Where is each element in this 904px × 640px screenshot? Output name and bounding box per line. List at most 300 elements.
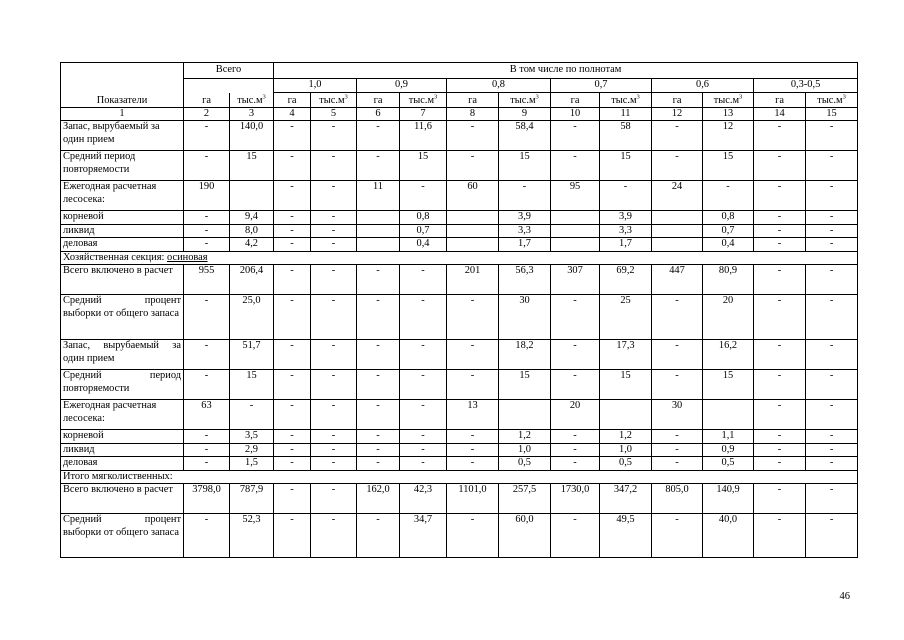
cell-value: - bbox=[470, 121, 475, 133]
cell-value: - bbox=[421, 430, 425, 442]
table-cell bbox=[551, 224, 600, 237]
table-cell bbox=[703, 121, 754, 151]
table-cell bbox=[400, 370, 447, 400]
table-cell bbox=[184, 265, 230, 295]
cell-value: - bbox=[777, 400, 782, 412]
cell-value: - bbox=[421, 457, 425, 469]
row-label: Ежегодная расчетная лесосека: bbox=[61, 400, 184, 430]
table-cell bbox=[551, 238, 600, 251]
cell-value: - bbox=[573, 443, 577, 455]
cell-value: - bbox=[331, 121, 336, 133]
cell-value: - bbox=[376, 457, 380, 469]
unit-ha: га bbox=[357, 93, 400, 108]
table-cell bbox=[447, 181, 499, 211]
table-cell bbox=[447, 151, 499, 181]
table-cell bbox=[652, 121, 703, 151]
cell-value: 447 bbox=[669, 265, 685, 277]
table-cell bbox=[447, 121, 499, 151]
cell-value: - bbox=[829, 295, 834, 307]
table-cell bbox=[600, 430, 652, 443]
cell-value: 20 bbox=[569, 400, 581, 412]
table-cell bbox=[703, 400, 754, 430]
cell-value: - bbox=[331, 400, 336, 412]
table-cell bbox=[652, 457, 703, 470]
cell-value: 58 bbox=[620, 121, 631, 133]
cell-value: - bbox=[290, 400, 294, 412]
table-cell bbox=[357, 514, 400, 558]
unit-ha: га bbox=[274, 93, 311, 108]
row-label: Всего включено в расчет bbox=[61, 484, 184, 514]
table-cell bbox=[184, 443, 230, 456]
table-cell bbox=[652, 514, 703, 558]
cell-value: - bbox=[204, 151, 209, 163]
cell-value: - bbox=[421, 295, 425, 307]
table-cell bbox=[551, 181, 600, 211]
table-cell bbox=[274, 211, 311, 224]
table-cell bbox=[184, 340, 230, 370]
table-cell bbox=[447, 484, 499, 514]
cell-value: - bbox=[204, 295, 209, 307]
cell-value: - bbox=[290, 295, 294, 307]
table-cell bbox=[400, 340, 447, 370]
table-cell bbox=[703, 224, 754, 237]
cell-value: - bbox=[777, 370, 782, 382]
density-header: 0,7 bbox=[551, 79, 652, 93]
cell-value: - bbox=[204, 224, 209, 236]
cell-value: 15 bbox=[519, 370, 530, 382]
cell-value: 1,1 bbox=[721, 430, 735, 442]
table-cell bbox=[652, 400, 703, 430]
table-cell bbox=[754, 430, 806, 443]
table-cell bbox=[184, 295, 230, 340]
cell-value: 8,0 bbox=[245, 224, 258, 236]
table-cell bbox=[806, 181, 858, 211]
cell-value: 1730,0 bbox=[560, 484, 590, 496]
table-cell bbox=[357, 340, 400, 370]
cell-value: 347,2 bbox=[613, 484, 638, 496]
section-label: Итого мягколиственных: bbox=[63, 470, 173, 482]
table-cell bbox=[311, 340, 357, 370]
cell-value: - bbox=[777, 121, 782, 133]
column-number: 15 bbox=[806, 108, 858, 121]
cell-value: 3,9 bbox=[619, 211, 633, 223]
unit-thousand-m3 bbox=[600, 93, 652, 108]
table-cell bbox=[754, 211, 806, 224]
cell-value: - bbox=[204, 514, 209, 526]
table-cell bbox=[652, 151, 703, 181]
column-number: 2 bbox=[184, 108, 230, 121]
table-cell bbox=[447, 295, 499, 340]
table-cell bbox=[806, 295, 858, 340]
cell-value: 15 bbox=[722, 370, 734, 382]
table-cell bbox=[447, 443, 499, 456]
cell-value: - bbox=[777, 457, 782, 469]
table-cell bbox=[652, 443, 703, 456]
cell-value: - bbox=[829, 457, 834, 469]
table-cell bbox=[230, 430, 274, 443]
column-number: 8 bbox=[447, 108, 499, 121]
cell-value: 16,2 bbox=[718, 340, 738, 352]
table-cell bbox=[274, 151, 311, 181]
unit-text: тыс.м bbox=[237, 94, 263, 106]
density-header: 0,6 bbox=[652, 79, 754, 93]
table-cell bbox=[499, 484, 551, 514]
table-cell bbox=[703, 265, 754, 295]
table-cell bbox=[274, 265, 311, 295]
cell-value: 307 bbox=[567, 265, 583, 277]
column-number: 5 bbox=[311, 108, 357, 121]
unit-superscript: 3 bbox=[434, 93, 438, 101]
cell-value: - bbox=[331, 443, 336, 455]
cell-value: 11 bbox=[373, 181, 384, 193]
cell-value: - bbox=[331, 265, 336, 277]
table-cell bbox=[357, 238, 400, 251]
unit-text: тыс.м bbox=[408, 94, 435, 106]
table-cell bbox=[357, 224, 400, 237]
table-cell bbox=[230, 484, 274, 514]
table-cell bbox=[806, 265, 858, 295]
cell-value: - bbox=[331, 224, 336, 236]
table-cell bbox=[274, 340, 311, 370]
cell-value: 1,2 bbox=[518, 430, 532, 442]
row-label: Средний процент выборки от общего запаса bbox=[61, 514, 184, 558]
table-cell bbox=[400, 238, 447, 251]
cell-value: - bbox=[290, 443, 294, 455]
cell-value: - bbox=[675, 370, 679, 382]
cell-value: 1,2 bbox=[619, 430, 633, 442]
cell-value: - bbox=[829, 443, 834, 455]
table-cell bbox=[274, 224, 311, 237]
cell-value: 30 bbox=[519, 295, 530, 307]
table-cell bbox=[652, 484, 703, 514]
cell-value: - bbox=[777, 238, 782, 250]
cell-value: 52,3 bbox=[242, 514, 261, 526]
cell-value: 206,4 bbox=[239, 265, 264, 277]
cell-value: - bbox=[331, 484, 336, 496]
cell-value: - bbox=[290, 340, 294, 352]
cell-value: - bbox=[829, 370, 834, 382]
table-cell bbox=[551, 370, 600, 400]
table-cell bbox=[652, 370, 703, 400]
table-cell bbox=[754, 265, 806, 295]
table-cell bbox=[703, 430, 754, 443]
table-cell bbox=[652, 295, 703, 340]
unit-text: тыс.м bbox=[713, 94, 740, 106]
table-cell bbox=[184, 238, 230, 251]
column-number: 9 bbox=[499, 108, 551, 121]
table-cell bbox=[400, 443, 447, 456]
table-cell bbox=[400, 484, 447, 514]
table-cell bbox=[230, 295, 274, 340]
density-header: 0,3-0,5 bbox=[754, 79, 858, 93]
table-cell bbox=[806, 514, 858, 558]
cell-value: - bbox=[204, 370, 209, 382]
total-header: Всего bbox=[184, 63, 274, 79]
column-number: 7 bbox=[400, 108, 447, 121]
cell-value: - bbox=[470, 370, 475, 382]
table-cell bbox=[274, 121, 311, 151]
table-cell bbox=[230, 457, 274, 470]
cell-value: 0,5 bbox=[518, 457, 532, 469]
cell-value: 140,0 bbox=[239, 121, 264, 133]
table-cell bbox=[652, 340, 703, 370]
cell-value: - bbox=[470, 151, 475, 163]
unit-thousand-m3 bbox=[499, 93, 551, 108]
table-cell bbox=[184, 400, 230, 430]
cell-value: 58,4 bbox=[515, 121, 534, 133]
table-cell bbox=[311, 457, 357, 470]
cell-value: 4,2 bbox=[245, 238, 258, 250]
table-cell bbox=[600, 370, 652, 400]
table-cell bbox=[357, 484, 400, 514]
cell-value: 11,6 bbox=[414, 121, 432, 133]
table-cell bbox=[311, 211, 357, 224]
table-cell bbox=[551, 211, 600, 224]
table-cell bbox=[652, 224, 703, 237]
unit-thousand-m3 bbox=[806, 93, 858, 108]
cell-value: - bbox=[829, 151, 834, 163]
table-cell bbox=[499, 151, 551, 181]
cell-value: - bbox=[249, 400, 254, 412]
table-cell bbox=[357, 370, 400, 400]
table-cell bbox=[600, 443, 652, 456]
section-label: Хозяйственная секция: bbox=[63, 251, 165, 263]
cell-value: 25,0 bbox=[242, 295, 261, 307]
cell-value: - bbox=[777, 181, 782, 193]
cell-value: - bbox=[376, 370, 380, 382]
table-cell bbox=[600, 181, 652, 211]
cell-value: - bbox=[290, 430, 294, 442]
cell-value: - bbox=[573, 514, 577, 526]
density-header: 1,0 bbox=[274, 79, 357, 93]
table-cell bbox=[274, 400, 311, 430]
table-cell bbox=[754, 484, 806, 514]
cell-value: - bbox=[777, 340, 782, 352]
table-cell bbox=[551, 443, 600, 456]
cell-value: - bbox=[675, 121, 679, 133]
row-label: Средний период повторяемости bbox=[61, 151, 184, 181]
table-cell bbox=[754, 224, 806, 237]
table-cell bbox=[184, 151, 230, 181]
cell-value: 3,3 bbox=[619, 224, 633, 236]
table-cell bbox=[230, 265, 274, 295]
table-cell bbox=[652, 181, 703, 211]
table-cell bbox=[230, 514, 274, 558]
table-cell bbox=[400, 211, 447, 224]
table-cell bbox=[499, 430, 551, 443]
table-cell bbox=[806, 238, 858, 251]
cell-value: - bbox=[470, 514, 475, 526]
table-cell bbox=[806, 484, 858, 514]
cell-value: 15 bbox=[620, 370, 631, 382]
cell-value: 0,9 bbox=[721, 443, 735, 455]
cell-value: 787,9 bbox=[239, 484, 264, 496]
cell-value: - bbox=[421, 340, 425, 352]
cell-value: 40,0 bbox=[718, 514, 738, 526]
cell-value: 25 bbox=[620, 295, 631, 307]
table-cell bbox=[499, 121, 551, 151]
table-cell bbox=[703, 457, 754, 470]
unit-text: тыс.м bbox=[611, 94, 637, 106]
cell-value: 51,7 bbox=[242, 340, 261, 352]
table-cell bbox=[311, 370, 357, 400]
table-cell bbox=[499, 340, 551, 370]
row-label: деловая bbox=[61, 457, 184, 470]
column-number: 6 bbox=[357, 108, 400, 121]
table-cell bbox=[499, 457, 551, 470]
table-cell bbox=[311, 265, 357, 295]
density-header: 0,9 bbox=[357, 79, 447, 93]
cell-value: - bbox=[331, 181, 336, 193]
table-cell bbox=[357, 151, 400, 181]
cell-value: - bbox=[376, 400, 380, 412]
cell-value: - bbox=[290, 181, 294, 193]
table-cell bbox=[703, 151, 754, 181]
table-cell bbox=[600, 484, 652, 514]
table-cell bbox=[184, 457, 230, 470]
cell-value: - bbox=[777, 224, 782, 236]
cell-value: - bbox=[829, 224, 834, 236]
cell-value: - bbox=[290, 224, 294, 236]
table-cell bbox=[357, 430, 400, 443]
cell-value: - bbox=[829, 484, 834, 496]
cell-value: 3798,0 bbox=[192, 484, 221, 496]
cell-value: - bbox=[470, 340, 475, 352]
unit-text: тыс.м bbox=[319, 94, 345, 106]
table-cell bbox=[499, 443, 551, 456]
cell-value: - bbox=[331, 430, 336, 442]
table-cell bbox=[551, 400, 600, 430]
table-cell bbox=[311, 121, 357, 151]
cell-value: - bbox=[777, 211, 782, 223]
cell-value: - bbox=[573, 457, 577, 469]
table-cell bbox=[600, 211, 652, 224]
table-cell bbox=[754, 400, 806, 430]
table-cell bbox=[703, 514, 754, 558]
table-cell bbox=[600, 340, 652, 370]
table-cell bbox=[551, 295, 600, 340]
table-cell bbox=[230, 151, 274, 181]
table-cell bbox=[499, 295, 551, 340]
cell-value: 257,5 bbox=[512, 484, 537, 496]
table-cell bbox=[652, 238, 703, 251]
column-number: 11 bbox=[600, 108, 652, 121]
table-cell bbox=[400, 457, 447, 470]
table-cell bbox=[703, 181, 754, 211]
cell-value: - bbox=[777, 484, 782, 496]
table-cell bbox=[400, 514, 447, 558]
table-cell bbox=[499, 400, 551, 430]
cell-value: 17,3 bbox=[616, 340, 635, 352]
cell-value: 30 bbox=[671, 400, 683, 412]
table-cell bbox=[311, 484, 357, 514]
table-cell bbox=[754, 370, 806, 400]
cell-value: - bbox=[331, 238, 336, 250]
table-cell bbox=[703, 484, 754, 514]
table-cell bbox=[357, 457, 400, 470]
cell-value: - bbox=[573, 295, 577, 307]
cell-value: - bbox=[829, 211, 834, 223]
cell-value: - bbox=[290, 514, 294, 526]
cell-value: 0,8 bbox=[721, 211, 735, 223]
cell-value: 9,4 bbox=[245, 211, 258, 223]
table-cell bbox=[806, 457, 858, 470]
table-cell bbox=[447, 457, 499, 470]
cell-value: - bbox=[777, 265, 782, 277]
table-cell bbox=[311, 443, 357, 456]
table-cell bbox=[754, 457, 806, 470]
unit-ha: га bbox=[652, 93, 703, 108]
table-cell bbox=[400, 430, 447, 443]
cell-value: 140,9 bbox=[716, 484, 740, 496]
table-cell bbox=[600, 238, 652, 251]
cell-value: 1101,0 bbox=[458, 484, 487, 496]
unit-ha: га bbox=[551, 93, 600, 108]
cell-value: - bbox=[376, 151, 380, 163]
table-cell bbox=[400, 400, 447, 430]
table-cell bbox=[447, 400, 499, 430]
table-cell bbox=[600, 151, 652, 181]
cell-value: - bbox=[376, 121, 380, 133]
column-number: 12 bbox=[652, 108, 703, 121]
cell-value: - bbox=[829, 121, 834, 133]
table-cell bbox=[184, 181, 230, 211]
cell-value: - bbox=[470, 295, 475, 307]
table-cell bbox=[274, 370, 311, 400]
cell-value: 0,8 bbox=[416, 211, 430, 223]
unit-superscript: 3 bbox=[842, 93, 846, 101]
cell-value: - bbox=[675, 151, 679, 163]
table-cell bbox=[499, 514, 551, 558]
cell-value: - bbox=[331, 151, 336, 163]
cell-value: - bbox=[376, 430, 380, 442]
table-cell bbox=[499, 224, 551, 237]
cell-value: 24 bbox=[671, 181, 683, 193]
table-cell bbox=[400, 295, 447, 340]
cell-value: - bbox=[829, 340, 834, 352]
cell-value: - bbox=[331, 211, 336, 223]
cell-value: 15 bbox=[246, 151, 257, 163]
table-cell bbox=[400, 265, 447, 295]
table-cell bbox=[806, 224, 858, 237]
cell-value: - bbox=[573, 430, 577, 442]
total-sub-blank bbox=[184, 79, 274, 93]
cell-value: 20 bbox=[722, 295, 734, 307]
cell-value: - bbox=[675, 443, 679, 455]
cell-value: - bbox=[331, 370, 336, 382]
table-cell bbox=[184, 224, 230, 237]
table-cell bbox=[703, 295, 754, 340]
table-cell bbox=[551, 430, 600, 443]
table-cell bbox=[806, 370, 858, 400]
table-cell bbox=[274, 238, 311, 251]
table-cell bbox=[357, 295, 400, 340]
table-cell bbox=[600, 121, 652, 151]
table-cell bbox=[274, 484, 311, 514]
section-name: осиновая bbox=[167, 251, 208, 263]
cell-value: 63 bbox=[201, 400, 212, 412]
table-cell bbox=[184, 370, 230, 400]
density-header: 0,8 bbox=[447, 79, 551, 93]
table-cell bbox=[311, 151, 357, 181]
table-cell bbox=[400, 224, 447, 237]
cell-value: - bbox=[726, 181, 730, 193]
cell-value: 42,3 bbox=[413, 484, 433, 496]
cell-value: - bbox=[204, 121, 209, 133]
table-cell bbox=[274, 443, 311, 456]
table-cell bbox=[230, 211, 274, 224]
table-cell bbox=[703, 443, 754, 456]
